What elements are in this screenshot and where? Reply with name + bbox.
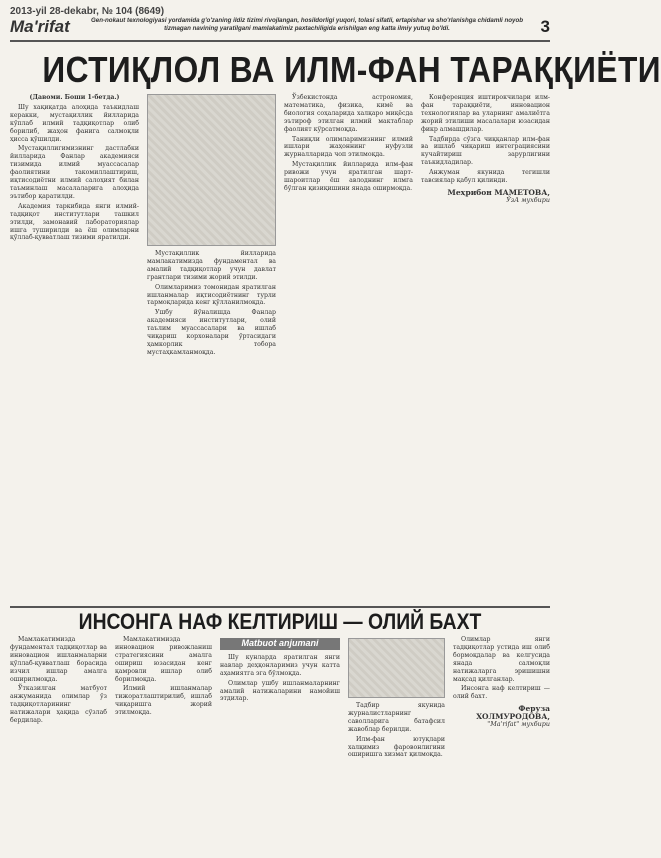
article2-column-1: [10, 636, 107, 858]
article-column-1: [10, 94, 139, 602]
article2-column-4: [348, 636, 445, 858]
paragraph: Шу хақиқатда алоҳида таъкидлаш керакки, мустақиллик йилларида кўплаб илмий тадқиқотлар олиб борилиб, жаҳон фанига салмоқли ҳисса қўшилди.: [10, 103, 139, 143]
section-badge: Matbuot anjumani: [220, 638, 340, 650]
paragraph: Тадбир якунида журналистларнинг саволларига батафсил жавоблар берилди.: [348, 702, 445, 733]
article-photo: [147, 94, 276, 246]
author-name-2: Феруза ХОЛМУРОДОВА,: [476, 704, 550, 722]
paragraph: Ўзбекистонда астрономия, математика, физика, кимё ва биология соҳаларида халқаро миқёсда эътироф этилган илмий мактаблар фаолият кўрсатмоқда.: [284, 94, 413, 133]
dateline: 2013-yil 28-dekabr, № 104 (8649): [10, 6, 165, 17]
paragraph: Олимлар янги тадқиқотлар устида иш олиб бормоқдалар ва келгусида янада салмоқли натижаларга эришишни мақсад қилганлар.: [453, 636, 550, 683]
article2-column-3: [220, 636, 340, 858]
author-role: ЎзА мухбири: [506, 195, 550, 204]
paragraph: Ушбу йўналишда Фанлар академияси институтлари, олий таълим муассасалари ва ишлаб чиқариш корхоналари ўртасидаги ҳамкорлик тобора мустаҳкамланмоқда.: [147, 309, 276, 356]
article-body: [10, 94, 550, 602]
paragraph: Таниқли олимларимизнинг илмий ишлари жаҳоннинг нуфузли журналларида чоп этилмоқда.: [284, 135, 413, 159]
paragraph: Мустақиллигимизнинг дастлабки йилларида Фанлар академияси тизимида илмий муассасалар фаолиятини такомиллаштириш, иқтисодиётни илмий салоҳият билан таъминлаш масалаларига алоҳида эътибор қаратилди.: [10, 145, 139, 200]
page-number: 3: [540, 17, 550, 36]
article-headline: ИСТИҚЛОЛ ВА ИЛМ-ФАН ТАРАҚҚИЁТИ: [42, 49, 661, 90]
article-body-2: [10, 636, 550, 858]
paragraph: Мустақиллик йилларида илм-фан ривожи учун яратилган шарт-шароитлар ёш авлоднинг илмга бўлган қизиқишини янада оширмоқда.: [284, 161, 413, 192]
paragraph: Академия таркибида янги илмий-тадқиқот институтлари ташкил этилди, замонавий лабораториялар ишга туширилди ва ёш олимларни қўллаб-қувватлаш тизими яратилди.: [10, 202, 139, 242]
paragraph: Шу кунларда яратилган янги навлар деҳқонларимиз учун катта аҳамиятга эга бўлмоқда.: [220, 653, 340, 677]
author-name: Меҳрибон МАМЕТОВА,: [447, 187, 550, 197]
masthead-slogan: Gen-nokaut texnologiyasi yordamida g'o'zaning ildiz tizimi rivojlangan, hosildorligi yuqori, tolasi sifatli, ertapishar va sho'rlanishga chidamli noyob tizmagan navining yaratilgani mamlakatimiz paxtachiligida erishilgan eng katta ilmiy yutuq bo'ldi.: [90, 17, 524, 32]
paragraph: Инсонга наф келтириш — олий бахт.: [453, 685, 550, 701]
article2-column-5: [453, 636, 550, 858]
paragraph: Олимларимиз томонидан яратилган ишланмалар иқтисодиётнинг турли тармоқларида кенг қўлланилмоқда.: [147, 283, 276, 307]
article-lead: (Давоми. Боши 1-бетда.): [29, 94, 120, 101]
paragraph: Илмий ишланмалар тижоратлаштирилиб, ишлаб чиқаришга жорий этилмоқда.: [115, 685, 212, 717]
paragraph: Анжуман якунида тегишли тавсиялар қабул қилинди.: [421, 169, 550, 185]
paragraph: Олимлар ушбу ишланмаларнинг амалий натижаларини намойиш этдилар.: [220, 679, 340, 703]
article-column-3: [284, 94, 413, 602]
article-headline-2: ИНСОНГА НАФ КЕЛТИРИШ — ОЛИЙ БАХТ: [78, 609, 482, 634]
paragraph: Илм-фан ютуқлари халқимиз фаровонлигини оширишга хизмат қилмоқда.: [348, 735, 445, 759]
masthead: [10, 17, 550, 42]
paragraph: Конференция иштирокчилари илм-фан тараққиёти, инновацион технологиялар ва уларнинг амалиётга жорий этилиши масалалари юзасидан фикр алмашдилар.: [421, 94, 550, 133]
article-column-4: [421, 94, 550, 602]
paragraph: Мамлакатимизда фундаментал тадқиқотлар ва инновацион ишланмаларни қўллаб-қувватлаш борасида изчил ишлар амалга оширилмоқда.: [10, 636, 107, 683]
paragraph: Мамлакатимизда инновацион ривожланиш стратегиясини амалга ошириш юзасидан кенг қамровли ишлар олиб борилмоқда.: [115, 636, 212, 683]
article2-column-2: [115, 636, 212, 858]
article-column-2: [147, 94, 276, 602]
brand-title: Ma'rifat: [10, 17, 70, 36]
author-role-2: "Ma'rifat" мухбири: [487, 720, 550, 729]
paragraph: Мустақиллик йилларида мамлакатимизда фундаментал ва амалий тадқиқотлар учун давлат грантлари тизими жорий этилди.: [147, 250, 276, 281]
paragraph: Тадбирда сўзга чиққанлар илм-фан ва ишлаб чиқариш интеграциясини кучайтириш зарурлигини таъкидладилар.: [421, 135, 550, 167]
paragraph: Ўтказилган матбуот анжуманида олимлар ўз тадқиқотларининг натижалари ҳақида сўзлаб бердилар.: [10, 685, 107, 725]
article-photo-2: [348, 638, 445, 698]
